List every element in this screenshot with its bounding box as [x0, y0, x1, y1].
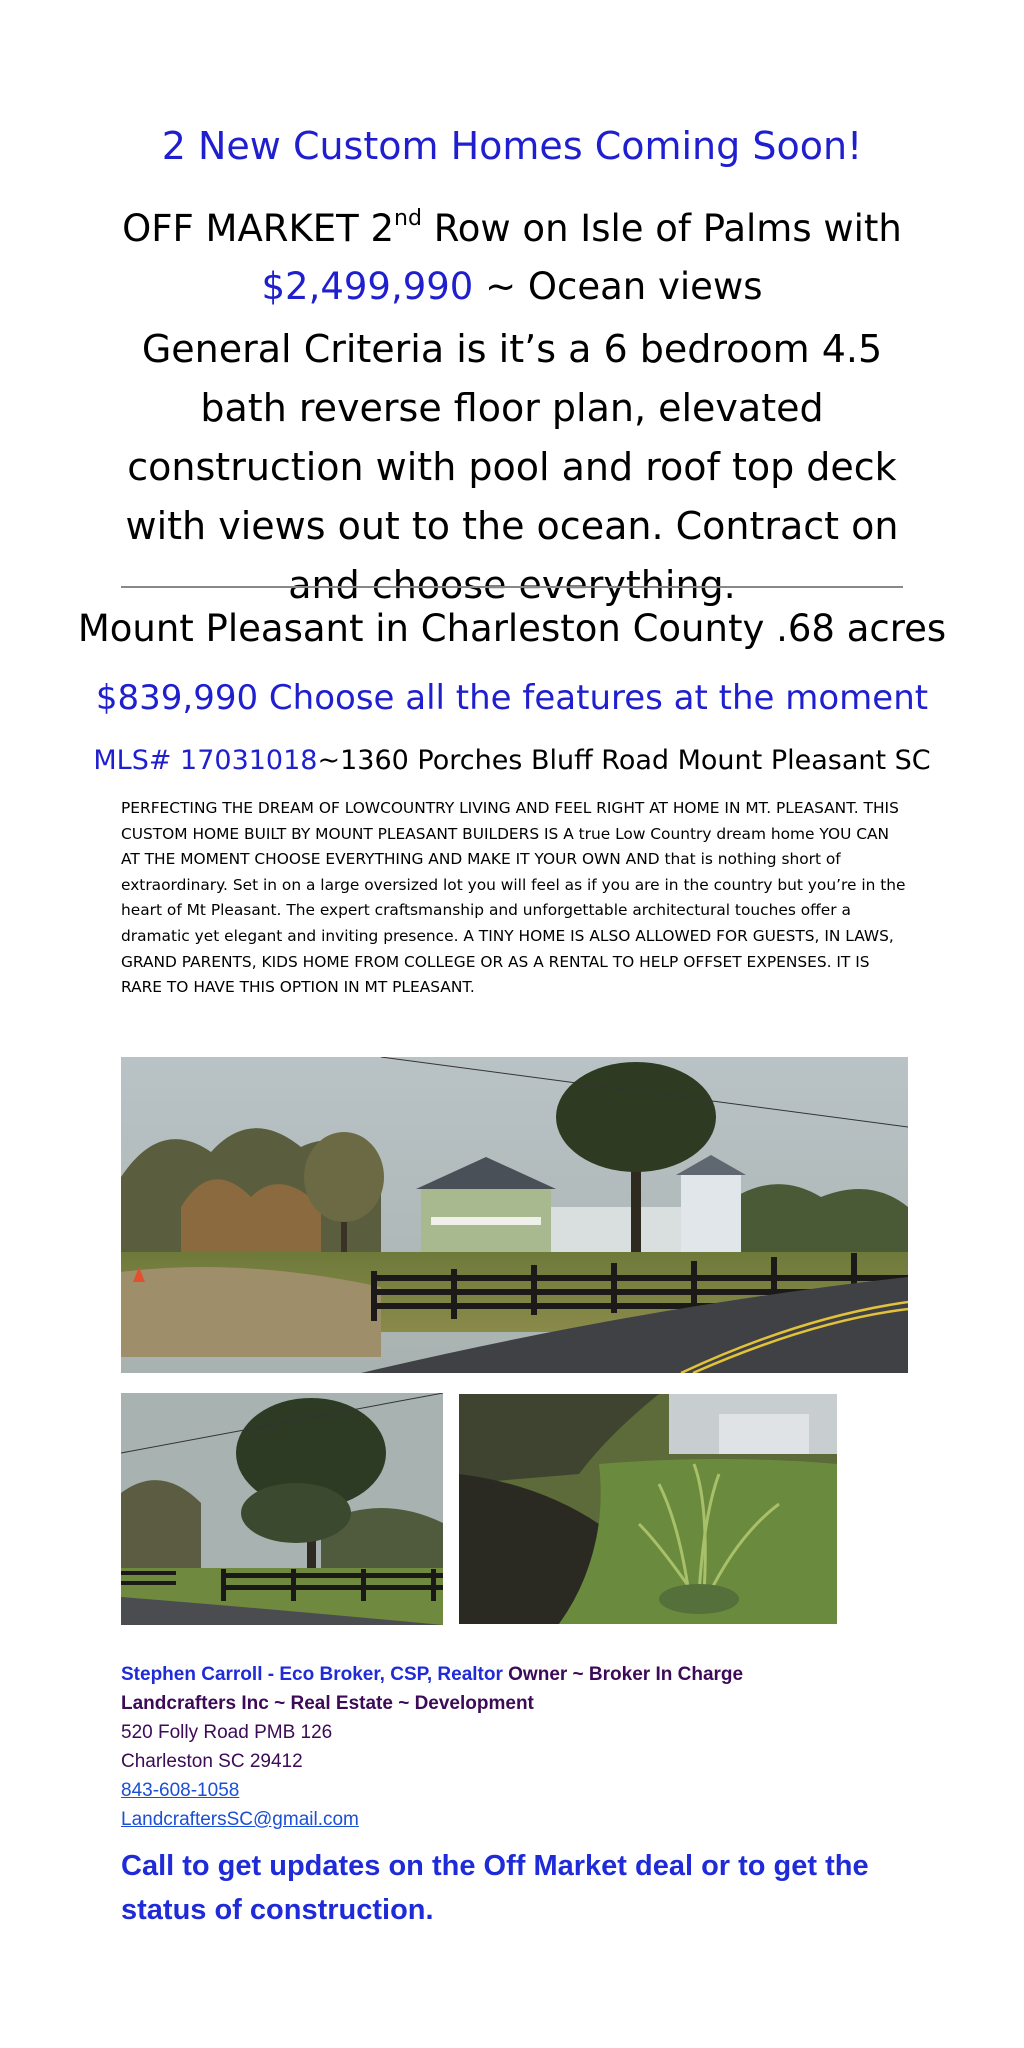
property-address: ~1360 Porches Bluff Road Mount Pleasant SC — [317, 745, 931, 776]
property-photo-fence — [121, 1393, 443, 1625]
street-address: 520 Folly Road PMB 126 — [121, 1722, 333, 1743]
company-name: Landcrafters Inc ~ Real Estate ~ Development — [121, 1693, 534, 1714]
section-divider — [121, 586, 903, 588]
email-link[interactable]: LandcraftersSC@gmail.com — [121, 1809, 359, 1830]
contact-block — [121, 1660, 921, 1834]
off-market-line1-suffix: Row on Isle of Palms with — [421, 207, 902, 250]
city-state-zip: Charleston SC 29412 — [121, 1751, 303, 1772]
off-market-heading — [0, 190, 1024, 316]
mount-pleasant-title: Mount Pleasant in Charleston County .68 acres — [77, 607, 947, 650]
ordinal-suffix: nd — [394, 206, 422, 231]
mount-pleasant-price: $839,990 — [95, 678, 259, 718]
isle-of-palms-price: $2,499,990 — [261, 265, 474, 308]
agent-name: Stephen Carroll - Eco Broker, CSP, Realtor — [121, 1664, 503, 1685]
property-description: PERFECTING THE DREAM OF LOWCOUNTRY LIVING AND FEEL RIGHT AT HOME IN MT. PLEASANT. THIS CUSTOM HOME BUILT BY MOUNT PLEASANT BUILDERS IS A true Low Country dream home YOU CAN AT THE MOMENT CHOOSE EVERYTHING AND MAKE IT YOUR OWN AND that is nothing short of extraordinary. Set in on a large oversized lot you will feel as if you are in the country but you’re in the heart of Mt Pleasant. The expert craftsmanship and unforgettable architectural touches offer a dramatic yet elegant and inviting presence. A TINY HOME IS ALSO ALLOWED FOR GUESTS, IN LAWS, GRAND PARENTS, KIDS HOME FROM COLLEGE OR AS A RENTAL TO HELP OFFSET EXPENSES. IT IS RARE TO HAVE THIS OPTION IN MT PLEASANT. — [121, 799, 906, 997]
agent-role: Owner ~ Broker In Charge — [502, 1664, 744, 1685]
off-market-line1-prefix: OFF MARKET 2 — [122, 207, 395, 250]
off-market-line2-suffix: ~ Ocean views — [473, 265, 763, 308]
property-photo-pond — [459, 1394, 837, 1624]
headline: 2 New Custom Homes Coming Soon! — [161, 124, 863, 168]
mount-pleasant-price-suffix: Choose all the features at the moment — [258, 678, 929, 718]
general-criteria: General Criteria is it’s a 6 bedroom 4.5 bath reverse floor plan, elevated construction with pool and roof top deck with views out to the ocean. Contract on and choose everything. — [125, 327, 899, 607]
call-to-action: Call to get updates on the Off Market deal or to get the status of construction. — [121, 1850, 869, 1926]
mls-number: MLS# 17031018 — [93, 745, 318, 776]
mls-line — [0, 740, 1024, 782]
property-photo-main — [121, 1057, 908, 1373]
agent-line — [121, 1660, 921, 1689]
mount-pleasant-price-line — [0, 672, 1024, 724]
phone-link[interactable]: 843-608-1058 — [121, 1780, 240, 1801]
